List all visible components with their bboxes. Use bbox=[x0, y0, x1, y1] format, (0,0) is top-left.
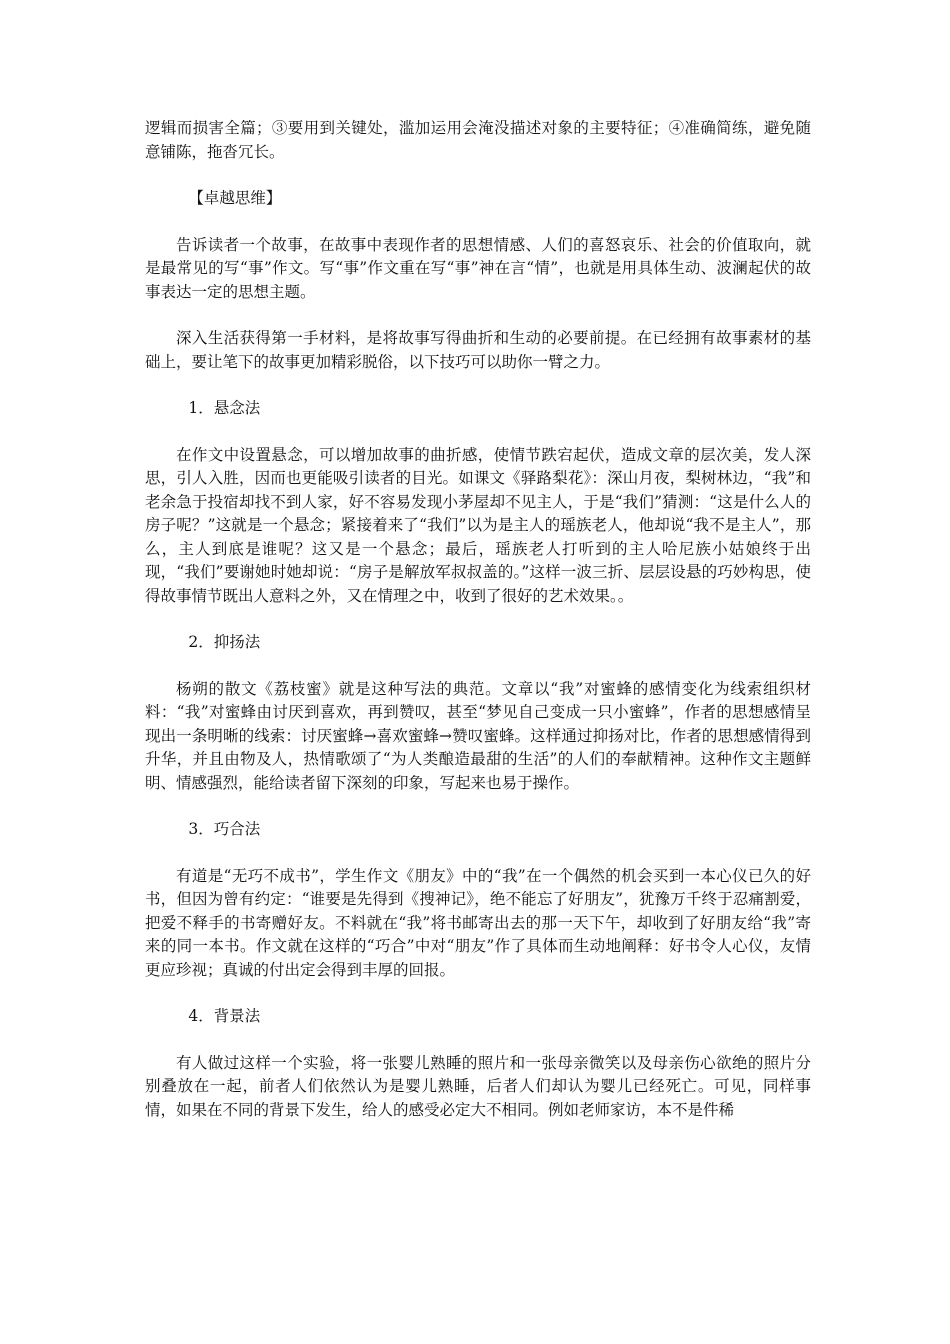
paragraph-continued: 逻辑而损害全篇；③要用到关键处，滥加运用会淹没描述对象的主要特征；④准确简练，避免随意铺陈，拖沓冗长。 bbox=[145, 119, 811, 161]
paragraph-coincidence: 有道是“无巧不成书”，学生作文《朋友》中的“我”在一个偶然的机会买到一本心仪已久的好书，但因为曾有约定：“谁要是先得到《搜神记》，绝不能忘了好朋友”，犹豫万千终于忍痛割爱，把爱不释手的书寄赠好友。不料就在“我”将书邮寄出去的那一天下午，却收到了好朋友给“我”寄来的同一本书。作文就在这样的“巧合”中对“朋友”作了具体而生动地阐释：好书令人心仪，友情更应珍视；真诚的付出定会得到丰厚的回报。 bbox=[145, 866, 811, 979]
document-page bbox=[145, 117, 811, 1122]
spacer bbox=[145, 982, 811, 1005]
paragraph-contrast: 杨朔的散文《荔枝蜜》就是这种写法的典范。文章以“我”对蜜蜂的感情变化为线索组织材料：“我”对蜜蜂由讨厌到喜欢，再到赞叹，甚至“梦见自己变成一只小蜜蜂”，作者的思想感情呈现出一条明晰的线索：讨厌蜜蜂→喜欢蜜蜂→赞叹蜜蜂。这样通过抑扬对比，作者的思想感情得到升华，并且由物及人，热情歌颂了“为人类酿造最甜的生活”的人们的奉献精神。这种作文主题鲜明、情感强烈，能给读者留下深刻的印象，写起来也易于操作。 bbox=[145, 679, 811, 792]
spacer bbox=[145, 374, 811, 397]
spacer bbox=[145, 1029, 811, 1052]
heading-contrast: 2．抑扬法 bbox=[188, 633, 261, 651]
spacer bbox=[145, 608, 811, 631]
spacer bbox=[145, 304, 811, 327]
spacer bbox=[145, 164, 811, 187]
paragraph-intro: 告诉读者一个故事，在故事中表现作者的思想情感、人们的喜怒哀乐、社会的价值取向，就是最常见的写“事”作文。写“事”作文重在写“事”神在言“情”，也就是用具体生动、波澜起伏的故事表达一定的思想主题。 bbox=[145, 235, 811, 301]
heading-coincidence: 3．巧合法 bbox=[188, 820, 261, 838]
paragraph-suspense: 在作文中设置悬念，可以增加故事的曲折感，使情节跌宕起伏，造成文章的层次美，发人深思，引人入胜，因而也更能吸引读者的目光。如课文《驿路梨花》：深山月夜，梨树林边，“我”和老余急于投宿却找不到人家，好不容易发现小茅屋却不见主人，于是“我们”猜测：“这是什么人的房子呢？”这就是一个悬念；紧接着来了“我们”以为是主人的瑶族老人，他却说“我不是主人”，那么，主人到底是谁呢？这又是一个悬念；最后，瑶族老人打听到的主人哈尼族小姑娘终于出现，“我们”要谢她时她却说：“房子是解放军叔叔盖的。”这样一波三折、层层设悬的巧妙构思，使得故事情节既出人意料之外，又在情理之中，收到了很好的艺术效果。。 bbox=[145, 445, 811, 605]
heading-suspense: 1．悬念法 bbox=[188, 399, 261, 417]
spacer bbox=[145, 795, 811, 818]
heading-background: 4．背景法 bbox=[188, 1007, 261, 1025]
spacer bbox=[145, 421, 811, 444]
spacer bbox=[145, 842, 811, 865]
spacer bbox=[145, 655, 811, 678]
section-title: 【卓越思维】 bbox=[188, 189, 282, 207]
paragraph-background: 有人做过这样一个实验，将一张婴儿熟睡的照片和一张母亲微笑以及母亲伤心欲绝的照片分别叠放在一起，前者人们依然认为是婴儿熟睡，后者人们却认为婴儿已经死亡。可见，同样事情，如果在不同的背景下发生，给人的感受必定大不相同。例如老师家访，本不是件稀 bbox=[145, 1053, 811, 1119]
paragraph-premise: 深入生活获得第一手材料，是将故事写得曲折和生动的必要前提。在已经拥有故事素材的基础上，要让笔下的故事更加精彩脱俗，以下技巧可以助你一臂之力。 bbox=[145, 329, 811, 371]
spacer bbox=[145, 211, 811, 234]
